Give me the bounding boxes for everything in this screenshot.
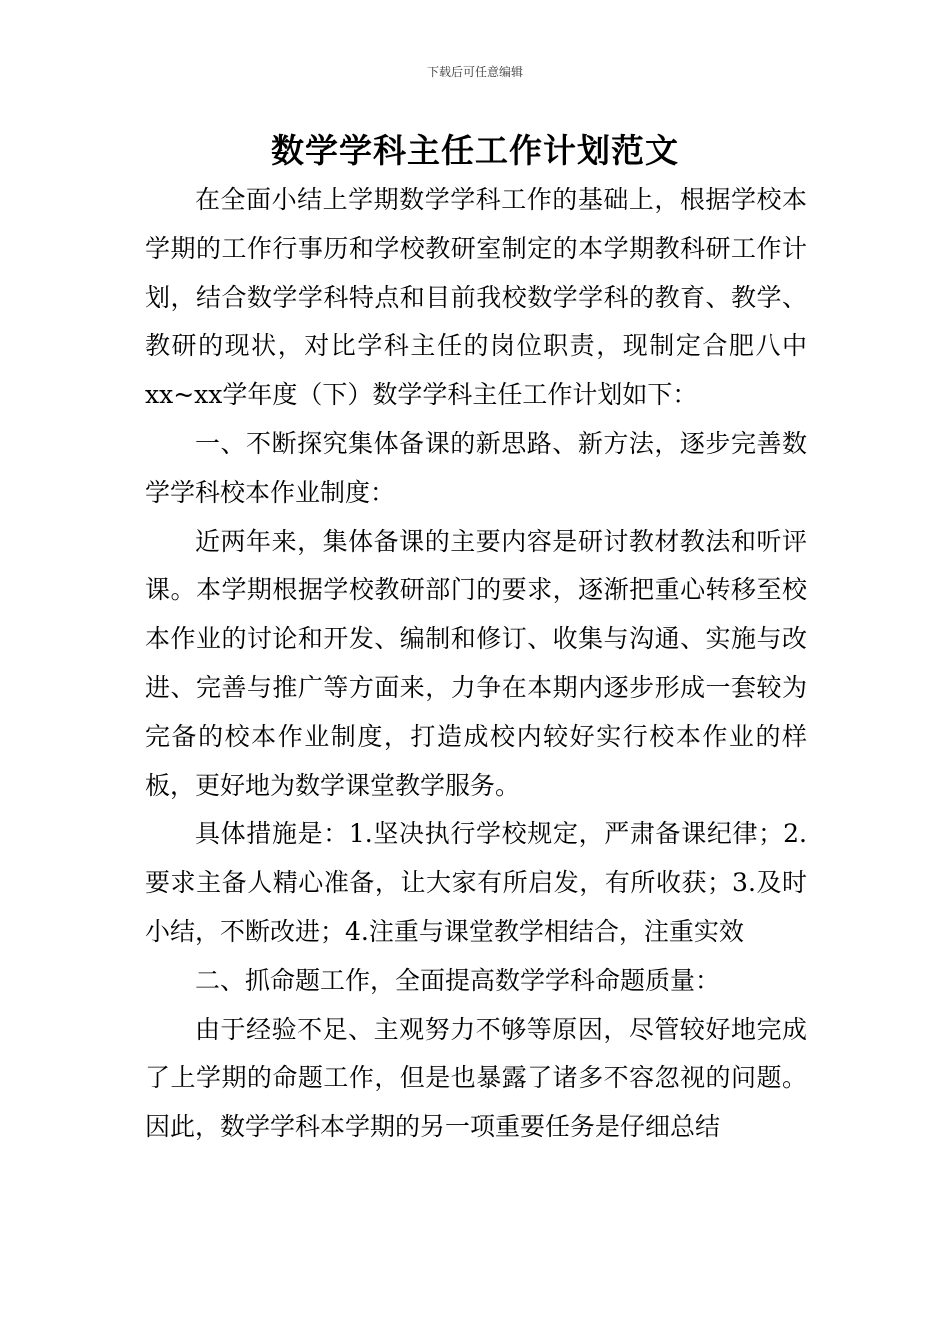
paragraph-lesson-prep: 近两年来，集体备课的主要内容是研讨教材教法和听评课。本学期根据学校教研部门的要求，逐渐把重心转移至校本作业的讨论和开发、编制和修订、收集与沟通、实施与改进、完善与推广等方面来，力争在本期内逐步形成一套较为完备的校本作业制度，打造成校内较好实行校本作业的样板，更好地为数学课堂教学服务。 (145, 526, 807, 800)
paragraph-exam-writing: 由于经验不足、主观努力不够等原因，尽管较好地完成了上学期的命题工作，但是也暴露了诸多不容忽视的问题。因此，数学学科本学期的另一项重要任务是仔细总结 (145, 1014, 807, 1142)
section-heading-2: 二、抓命题工作，全面提高数学学科命题质量： (195, 965, 721, 995)
document-title: 数学学科主任工作计划范文 (271, 131, 679, 170)
header-note: 下载后可任意编辑 (426, 65, 523, 79)
paragraph-intro: 在全面小结上学期数学学科工作的基础上，根据学校本学期的工作行事历和学校教研室制定的本学期教科研工作计划，结合数学学科特点和目前我校数学学科的教育、教学、教研的现状，对比学科主任的岗位职责，现制定合肥八中xx~xx学年度（下）数学学科主任工作计划如下： (145, 185, 807, 410)
section-heading-1: 一、不断探究集体备课的新思路、新方法，逐步完善数学学科校本作业制度： (145, 428, 807, 507)
document-body (145, 176, 807, 1152)
paragraph-measures: 具体措施是：1.坚决执行学校规定，严肃备课纪律；2.要求主备人精心准备，让大家有所启发，有所收获；3.及时小结，不断改进；4.注重与课堂教学相结合，注重实效 (145, 819, 807, 946)
